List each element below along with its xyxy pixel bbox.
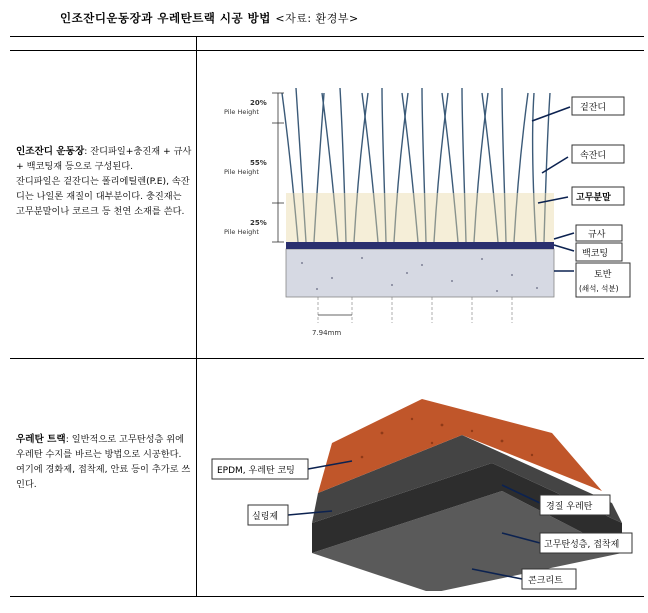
pct-top: 20% [250,99,267,107]
pile-label-top: Pile Height [224,108,259,116]
gauge-dimension: 7.94mm [312,329,342,337]
urethane-track-description [16,432,192,492]
column-divider [196,37,197,596]
rubber-infill [286,193,554,242]
artificial-turf-term: 인조잔디 운동장 [16,146,85,157]
urethane-track-additives: 여기에 경화제, 접착제, 안료 등이 추가로 쓰인다. [16,464,191,490]
label-silica: 규사 [588,230,606,240]
label-back-coating: 백코팅 [582,249,609,259]
label-base: 토반 [594,270,612,280]
label-rubber-powder: 고무분말 [576,193,611,203]
urethane-track-diagram [202,363,642,591]
header-row-divider [10,50,644,51]
pile-height-scale [272,93,284,242]
document-title [60,10,359,26]
label-rubber-layer: 고무탄성층, 접착제 [544,540,620,550]
artificial-turf-diagram [202,53,642,353]
label-inner-turf: 속잔디 [580,151,607,161]
pct-bot: 25% [250,219,267,227]
pile-label-bot: Pile Height [224,228,259,236]
label-outer-turf: 겉잔디 [580,103,607,113]
title-source: <자료: 환경부> [275,12,359,25]
back-coating-layer [286,242,554,249]
urethane-track-method: 일반적으로 고무탄성층 위에 우레탄 수지를 바르는 방법으로 시공한다. [16,434,185,460]
pile-label-mid: Pile Height [224,168,259,176]
label-sealer: 실링제 [252,512,279,522]
gauge-guides [318,297,512,323]
term-separator: : [84,146,91,157]
urethane-track-term: 우레탄 트랙 [16,434,66,445]
artificial-turf-composition: 잔디파일+충진재 + 규사 + 백코팅재 등으로 구성된다. [16,146,192,172]
comparison-table [10,36,644,597]
term-separator: : [65,434,72,445]
artificial-turf-description [16,144,192,219]
label-concrete: 콘크리트 [528,576,563,586]
artificial-turf-details: 잔디파일은 겉잔디는 폴리에틸렌(P.E), 속잔디는 나일론 재질이 대부분이다. 충진재는 고무분말이나 코르크 등 천연 소재를 쓴다. [16,176,190,217]
label-hard-urethane: 경질 우레탄 [546,502,593,512]
label-base-sub: (쇄석, 석분) [579,284,619,293]
row-divider [10,358,644,359]
base-layer [286,249,554,297]
title-main: 인조잔디운동장과 우레탄트랙 시공 방법 [60,11,271,25]
label-epdm: EPDM, 우레탄 코팅 [217,466,295,476]
pct-mid: 55% [250,159,267,167]
